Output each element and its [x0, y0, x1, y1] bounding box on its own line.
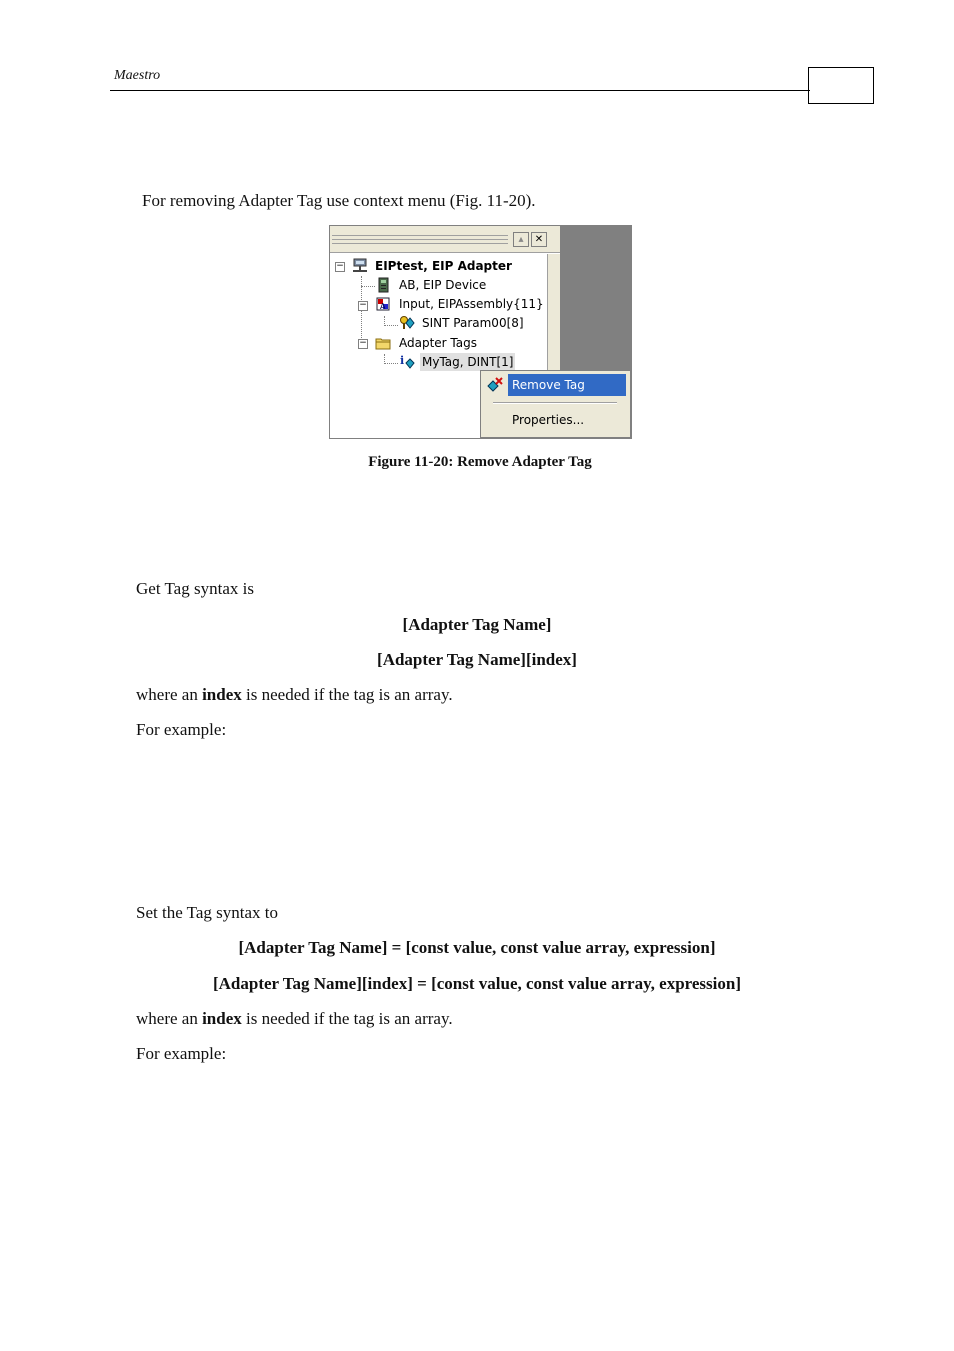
get-syntax-2: [Adapter Tag Name][index]	[377, 650, 577, 669]
context-menu	[480, 370, 631, 438]
collapse-toggle[interactable]: −	[336, 261, 344, 271]
get-where	[136, 685, 453, 705]
adapter-tag-icon	[399, 354, 415, 370]
network-adapter-icon	[352, 258, 368, 274]
tree-line	[384, 325, 398, 326]
input-assembly-icon	[375, 296, 391, 312]
tree-item-root[interactable]: EIPtest, EIP Adapter	[375, 259, 512, 273]
get-where-prefix: where an	[136, 685, 203, 704]
device-icon	[375, 277, 391, 293]
get-example: For example:	[136, 720, 227, 739]
collapse-toggle[interactable]: −	[359, 338, 367, 348]
figure-remove-adapter-tag	[329, 225, 632, 439]
set-intro: Set the Tag syntax to	[136, 903, 279, 922]
figure-caption: Figure 11-20: Remove Adapter Tag	[368, 454, 592, 470]
tree-item-input[interactable]: Input, EIPAssembly{11}	[399, 297, 544, 311]
header-rule	[110, 90, 810, 91]
close-button[interactable]: ✕	[531, 232, 547, 247]
set-example: For example:	[136, 1044, 227, 1063]
set-where	[136, 1009, 453, 1029]
get-where-bold: index	[202, 685, 242, 704]
page-number-box	[808, 67, 874, 104]
tree-item-param[interactable]: SINT Param00[8]	[422, 316, 524, 330]
grip-line	[332, 239, 508, 240]
set-where-bold: index	[202, 1009, 242, 1028]
collapse-toggle[interactable]: −	[359, 300, 367, 310]
tree-line	[384, 363, 398, 364]
get-syntax-1: [Adapter Tag Name]	[402, 615, 552, 634]
intro-paragraph: For removing Adapter Tag use context menu (Fig. 11-20).	[142, 191, 536, 210]
running-header: Maestro	[114, 68, 161, 83]
set-where-suffix: is needed if the tag is an array.	[241, 1009, 453, 1028]
menu-item-properties[interactable]: Properties...	[512, 413, 585, 427]
tree-line	[361, 286, 375, 287]
tree-item-adapter-tags[interactable]: Adapter Tags	[399, 336, 477, 350]
set-syntax-2: [Adapter Tag Name][index] = [const value, const value array, expression]	[212, 974, 741, 993]
remove-tag-icon	[487, 377, 503, 393]
tag-param-icon	[399, 315, 415, 331]
panel-titlebar	[330, 226, 560, 253]
menu-separator	[493, 402, 617, 404]
svg-text:A: A	[380, 302, 386, 311]
get-intro: Get Tag syntax is	[136, 579, 254, 598]
get-where-suffix: is needed if the tag is an array.	[241, 685, 453, 704]
set-syntax-1: [Adapter Tag Name] = [const value, const value array, expression]	[238, 938, 716, 957]
folder-icon	[375, 335, 391, 351]
tree-item-device[interactable]: AB, EIP Device	[399, 278, 487, 292]
svg-text:i: i	[400, 354, 405, 367]
set-where-prefix: where an	[136, 1009, 203, 1028]
tree-item-my-tag[interactable]: MyTag, DINT[1]	[422, 355, 514, 369]
restore-button[interactable]: ▴	[513, 232, 529, 247]
grip-line	[332, 243, 508, 244]
menu-item-remove-tag[interactable]: Remove Tag	[508, 374, 626, 396]
grip-line	[332, 235, 508, 236]
